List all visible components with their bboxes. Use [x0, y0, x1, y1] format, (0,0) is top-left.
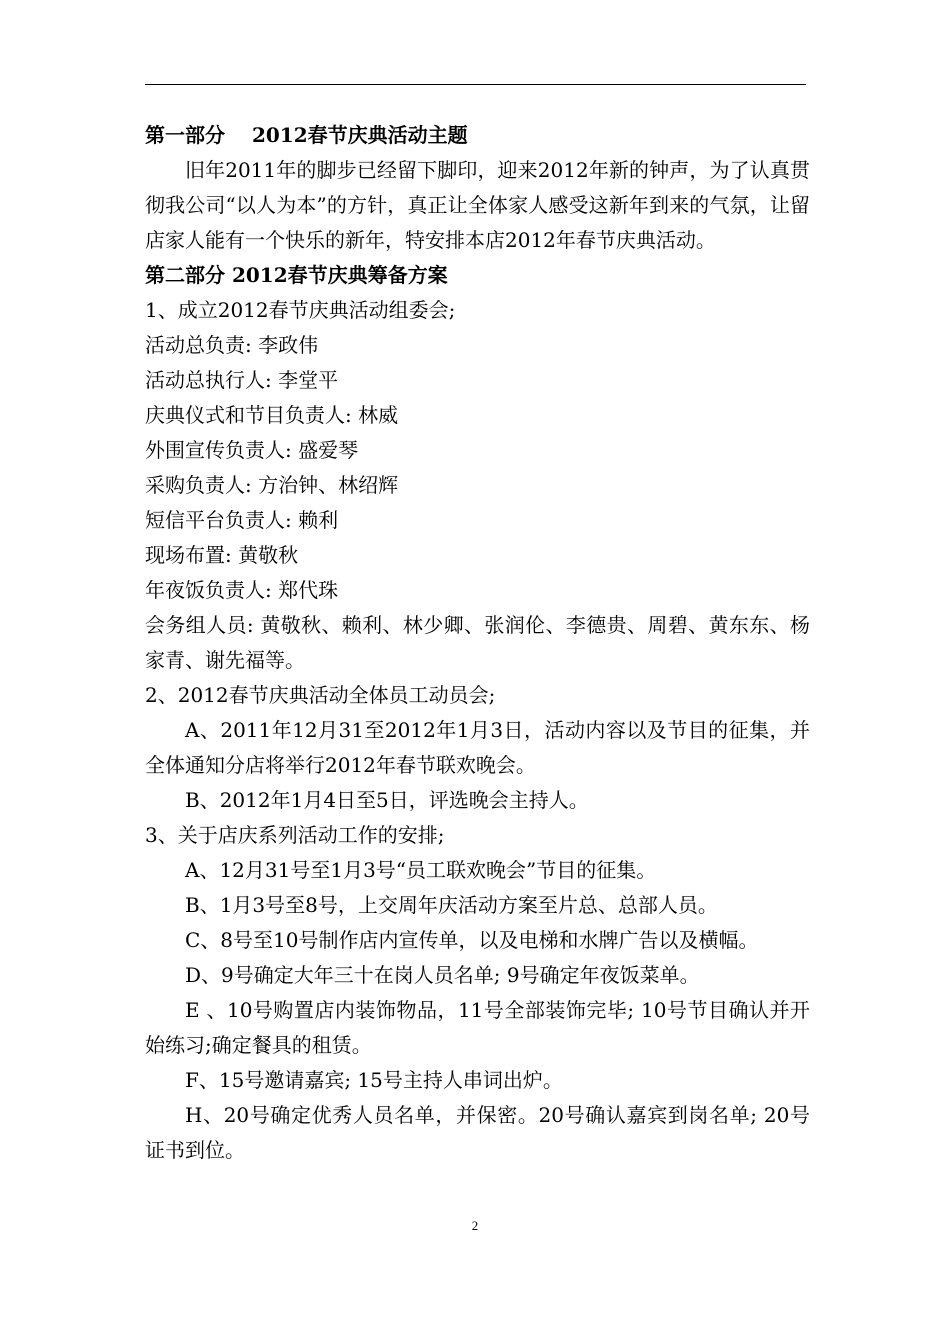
part2-title: 第二部分 2012春节庆典筹备方案	[145, 263, 448, 287]
part1-paragraph: 旧年2011年的脚步已经留下脚印，迎来2012年新的钟声，为了认真贯彻我公司“以人为本”的方针，真正让全体家人感受这新年到来的气氛，让留店家人能有一个快乐的新年，特安排本店2012年春节庆典活动。	[145, 158, 810, 252]
role-line: 采购负责人: 方治钟、林绍辉	[145, 473, 399, 497]
role-line: 短信平台负责人: 赖利	[145, 508, 339, 532]
role-line: 现场布置: 黄敬秋	[145, 543, 299, 567]
item3-sub: F、15号邀请嘉宾; 15号主持人串词出炉。	[185, 1068, 563, 1092]
item3-sub: E 、10号购置店内装饰物品，11号全部装饰完毕; 10号节目确认并开始练习;确定餐具的租赁。	[145, 998, 810, 1057]
document-body	[145, 118, 810, 1168]
item3-heading: 3、关于店庆系列活动工作的安排;	[145, 823, 445, 847]
role-line: 庆典仪式和节目负责人: 林威	[145, 403, 399, 427]
item3-sub: H、20号确定优秀人员名单，并保密。20号确认嘉宾到岗名单; 20号证书到位。	[145, 1103, 810, 1162]
item1-heading: 1、成立2012春节庆典活动组委会;	[145, 298, 456, 322]
header-rule	[145, 84, 806, 85]
page-number: 2	[471, 1218, 479, 1233]
role-line: 活动总执行人: 李堂平	[145, 368, 339, 392]
item2-heading: 2、2012春节庆典活动全体员工动员会;	[145, 683, 496, 707]
role-line: 年夜饭负责人: 郑代珠	[145, 578, 339, 602]
role-line: 会务组人员: 黄敬秋、赖利、林少卿、张润伦、李德贵、周碧、黄东东、杨家青、谢先福等。	[145, 613, 810, 672]
part1-title: 第一部分 2012春节庆典活动主题	[145, 123, 468, 147]
item3-sub: C、8号至10号制作店内宣传单，以及电梯和水牌广告以及横幅。	[185, 928, 759, 952]
role-line: 外围宣传负责人: 盛爱琴	[145, 438, 359, 462]
role-line: 活动总负责: 李政伟	[145, 333, 319, 357]
item2-sub: A、2011年12月31至2012年1月3日，活动内容以及节目的征集，并全体通知分店将举行2012年春节联欢晚会。	[145, 718, 810, 777]
item2-sub: B、2012年1月4日至5日，评选晚会主持人。	[185, 788, 589, 812]
item3-sub: D、9号确定大年三十在岗人员名单; 9号确定年夜饭菜单。	[185, 963, 700, 987]
item3-sub: B、1月3号至8号，上交周年庆活动方案至片总、总部人员。	[185, 893, 718, 917]
item3-sub: A、12月31号至1月3号“员工联欢晚会”节目的征集。	[185, 858, 657, 882]
